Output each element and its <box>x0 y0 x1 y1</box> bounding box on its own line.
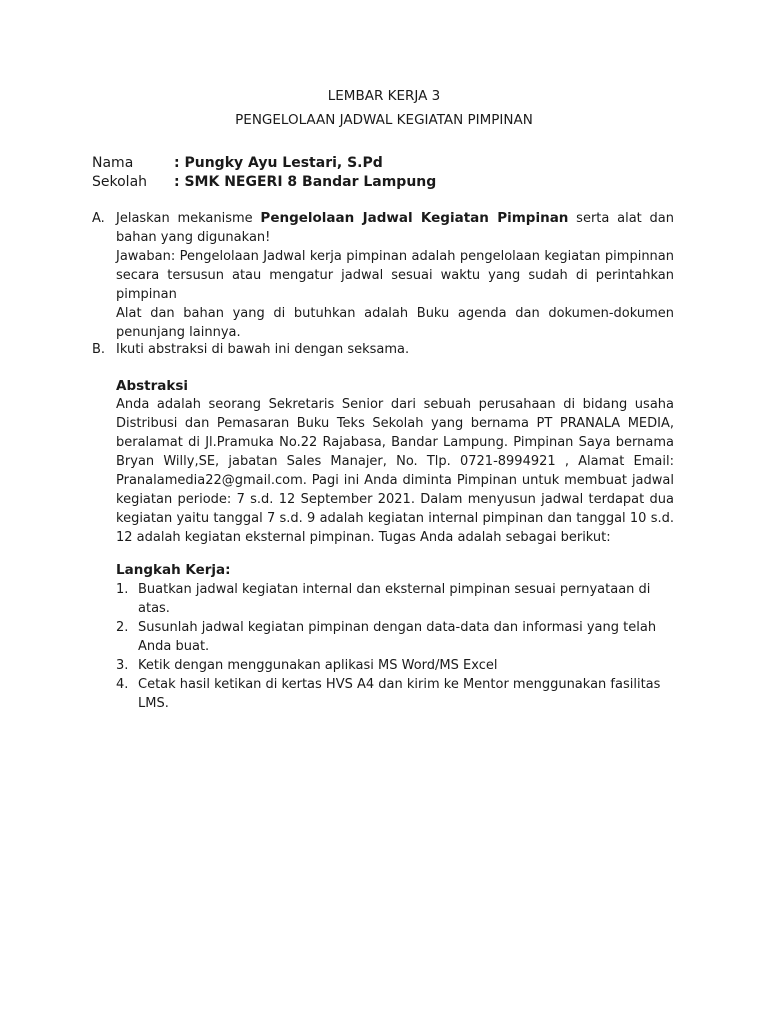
steps-list <box>116 580 676 713</box>
section-a-marker: A. <box>92 211 105 226</box>
name-value: : Pungky Ayu Lestari, S.Pd <box>174 155 383 171</box>
step-text: Buatkan jadwal kegiatan internal dan eksternal pimpinan sesuai pernyataan di atas. <box>138 582 651 616</box>
question-text-bold: Pengelolaan Jadwal Kegiatan Pimpinan <box>260 210 569 226</box>
step-text: Cetak hasil ketikan di kertas HVS A4 dan kirim ke Mentor menggunakan fasilitas LMS. <box>138 677 661 711</box>
school-row <box>92 173 436 192</box>
step-text: Susunlah jadwal kegiatan pimpinan dengan data-data dan informasi yang telah Anda buat. <box>138 620 657 654</box>
document-title: LEMBAR KERJA 3 <box>327 88 441 104</box>
section-a-answer-2: Alat dan bahan yang di butuhkan adalah Buku agenda dan dokumen-dokumen penunjang lainnya. <box>116 306 674 340</box>
step-number: 4. <box>116 677 129 692</box>
section-a-question <box>116 209 674 247</box>
section-a-body <box>116 209 674 342</box>
section-b-intro: Ikuti abstraksi di bawah ini dengan seksama. <box>116 342 410 357</box>
school-label: Sekolah <box>92 174 148 190</box>
document-subtitle: PENGELOLAAN JADWAL KEGIATAN PIMPINAN <box>235 112 533 128</box>
section-b-marker: B. <box>92 342 106 357</box>
step-number: 2. <box>116 620 129 635</box>
question-text-post: serta alat dan bahan yang digunakan! <box>116 211 674 245</box>
abstract-text: Anda adalah seorang Sekretaris Senior dari sebuah perusahaan di bidang usaha Distribusi dan Pemasaran Buku Teks Sekolah yang bernama PT PRANALA MEDIA, beralamat di Jl.Pramuka No.22 Rajabasa, Bandar Lampung. Pimpinan Saya bernama Bryan Willy,SE, jabatan Sales Manajer, No. Tlp. 0721-8994921 , Alamat Email: Pranalamedia22@gmail.com. Pagi ini Anda diminta Pimpinan untuk membuat jadwal kegiatan periode: 7 s.d. 12 September 2021. Dalam menyusun jadwal terdapat dua kegiatan yaitu tanggal 7 s.d. 9 adalah kegiatan internal pimpinan dan tanggal 10 s.d. 12 adalah kegiatan eksternal pimpinan. Tugas Anda adalah sebagai berikut: <box>116 397 674 545</box>
name-row <box>92 154 383 173</box>
section-a-answer-1: Jawaban: Pengelolaan Jadwal kerja pimpinan adalah pengelolaan kegiatan pimpinnan secara tersusun atau mengatur jadwal sesuai waktu yang sudah di perintahkan pimpinan <box>116 249 674 302</box>
step-text: Ketik dengan menggunakan aplikasi MS Word/MS Excel <box>138 658 498 673</box>
step-item <box>116 656 676 675</box>
school-value: : SMK NEGERI 8 Bandar Lampung <box>174 174 437 190</box>
steps-heading: Langkah Kerja: <box>116 562 231 578</box>
step-number: 1. <box>116 582 129 597</box>
step-item <box>116 580 676 618</box>
step-item <box>116 675 676 713</box>
question-text-pre: Jelaskan mekanisme <box>116 211 261 226</box>
abstract-heading: Abstraksi <box>116 378 189 394</box>
name-label: Nama <box>92 155 134 171</box>
step-number: 3. <box>116 658 129 673</box>
step-item <box>116 618 676 656</box>
